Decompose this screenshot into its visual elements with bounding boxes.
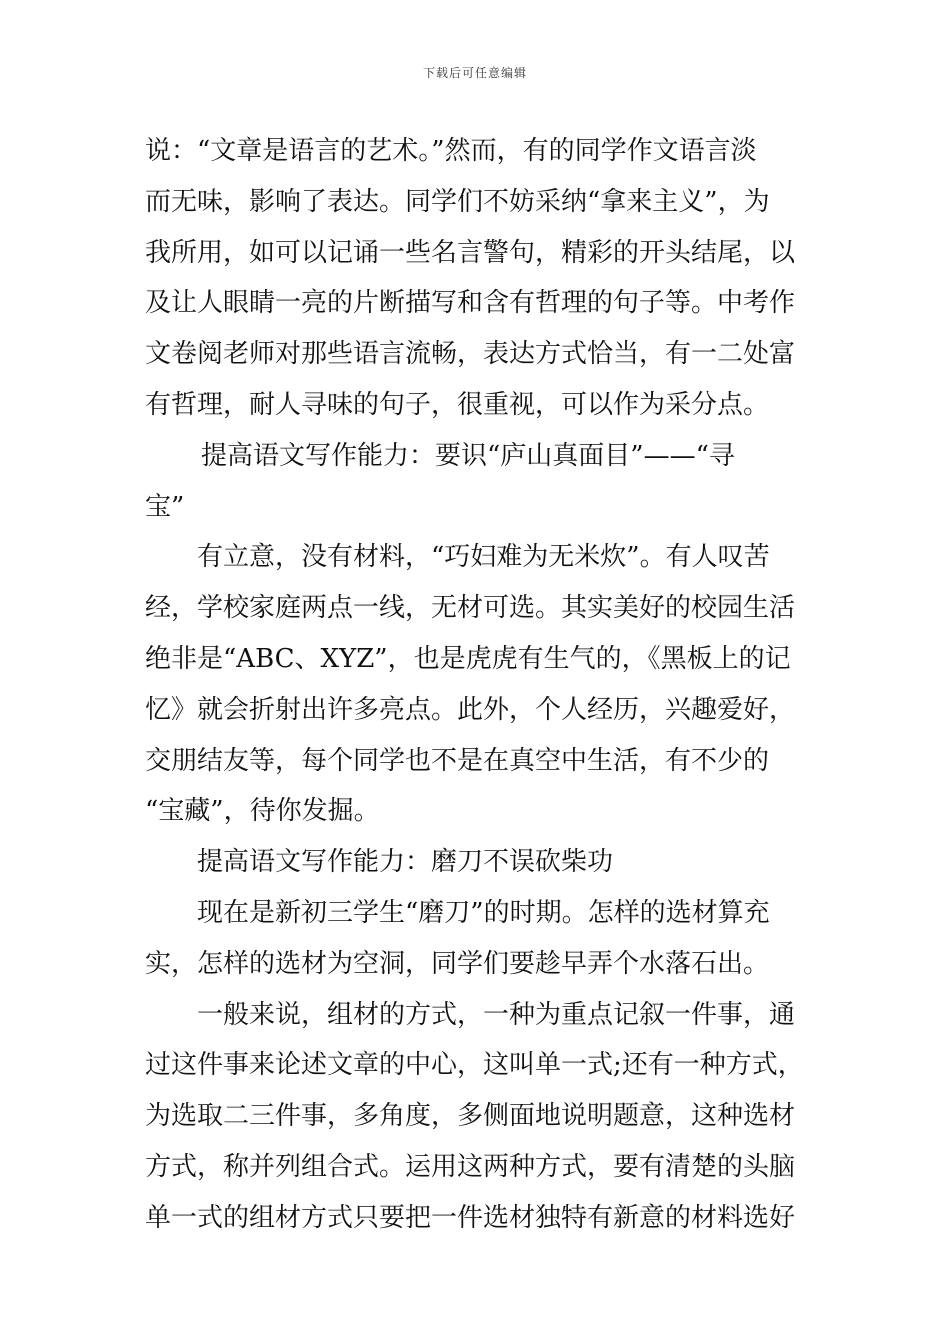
text-line: 一般来说，组材的方式，一种为重点记叙一件事，通 xyxy=(197,999,796,1030)
paragraph-grade-three xyxy=(145,888,807,990)
text-line: 说：“文章是语言的艺术。”然而，有的同学作文语言淡 xyxy=(145,136,757,166)
text-line: 单一式的组材方式只要把一件选材独特有新意的材料选好 xyxy=(145,1202,796,1233)
section-heading-sharpen-knife xyxy=(145,837,807,888)
text-line: 而无味，影响了表达。同学们不妨采纳“拿来主义”，为 xyxy=(145,186,770,217)
paragraph-materials xyxy=(145,532,807,837)
text-line: 现在是新初三学生“磨刀”的时期。怎样的选材算充 xyxy=(197,897,770,928)
text-line: 有立意，没有材料，“巧妇难为无米炊”。有人叹苦 xyxy=(197,542,770,573)
paragraph-language-art xyxy=(145,126,807,431)
text-line: 我所用，如可以记诵一些名言警句，精彩的开头结尾，以 xyxy=(145,237,796,268)
text-line: 方式，称并列组合式。运用这两种方式，要有清楚的头脑 xyxy=(145,1151,796,1182)
text-line: 为选取二三件事，多角度，多侧面地说明题意，这种选材 xyxy=(145,1101,796,1132)
text-line: 忆》就会折射出许多亮点。此外，个人经历，兴趣爱好， xyxy=(145,694,796,725)
text-line: 过这件事来论述文章的中心，这叫单一式;还有一种方式， xyxy=(145,1050,804,1081)
text-line: 有哲理，耐人寻味的句子，很重视，可以作为采分点。 xyxy=(145,389,770,420)
text-line: “宝藏”，待你发掘。 xyxy=(145,796,380,827)
text-line: 交朋结友等，每个同学也不是在真空中生活，有不少的 xyxy=(145,745,770,776)
text-line: 及让人眼睛一亮的片断描写和含有哲理的句子等。中考作 xyxy=(145,288,796,319)
document-body xyxy=(145,126,807,1244)
text-line: 绝非是“ABC、XYZ”，也是虎虎有生气的，《黑板上的记 xyxy=(145,643,791,674)
text-line: 实，怎样的选材为空洞，同学们要趁早弄个水落石出。 xyxy=(145,948,770,979)
paragraph-organizing-material xyxy=(145,990,807,1244)
text-line: 文卷阅老师对那些语言流畅，表达方式恰当，有一二处富 xyxy=(145,339,796,370)
text-line: 宝” xyxy=(145,491,185,522)
text-line: 经，学校家庭两点一线，无材可选。其实美好的校园生活 xyxy=(145,593,796,624)
section-heading-treasure xyxy=(145,431,807,533)
page-header: 下载后可任意编辑 xyxy=(422,66,527,80)
text-line: 提高语文写作能力：要识“庐山真面目”——“寻 xyxy=(201,440,735,471)
text-line: 提高语文写作能力：磨刀不误砍柴功 xyxy=(197,847,614,878)
